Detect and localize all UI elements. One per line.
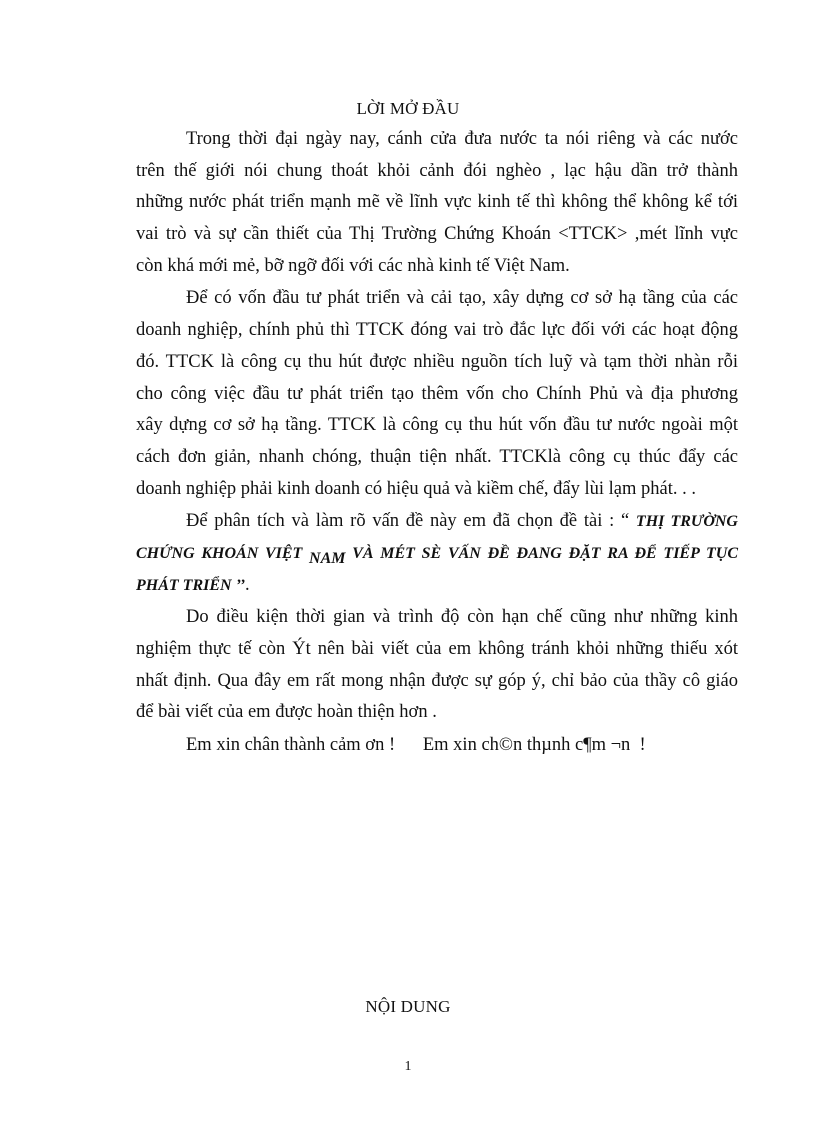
paragraph-4-line-2: nghiệm thực tế còn Ýt nên bài viết của em không tránh khỏi những thiếu xót xyxy=(136,639,738,659)
paragraph-3-line-1 xyxy=(186,509,738,534)
paragraph-1-line-4: vai trò và sự cần thiết của Thị Trường Chứng Khoán <TTCK> ,mét lĩnh vực xyxy=(136,224,738,244)
paragraph-1-line-1: Trong thời đại ngày nay, cánh cửa đưa nước ta nói riêng và các nước xyxy=(186,129,738,149)
paragraph-1-line-2: trên thế giới nói chung thoát khỏi cảnh đói nghèo , lạc hậu dần trở thành xyxy=(136,161,738,181)
paragraph-2-line-6: cách đơn giản, nhanh chóng, thuận tiện nhất. TTCKlà công cụ thúc đẩy các xyxy=(136,447,738,467)
paragraph-2-line-3: đó. TTCK là công cụ thu hút được nhiều nguồn tích luỹ và tạm thời nhàn rỗi xyxy=(136,352,738,372)
paragraph-4-line-4: để bài viết của em được hoàn thiện hơn . xyxy=(136,702,437,722)
topic-title-part-2b: VÀ MÉT SÈ VẤN ĐỀ ĐANG ĐẶT RA ĐỂ TIẾP TỤC xyxy=(345,545,738,562)
paragraph-2-line-1: Để có vốn đầu tư phát triển và cải tạo, xây dựng cơ sở hạ tầng của các xyxy=(186,288,738,308)
topic-title-part-3: PHÁT TRIỂN ’’ xyxy=(136,577,246,594)
topic-end: . xyxy=(245,575,250,595)
topic-intro: Để phân tích và làm rõ vấn đề này em đã chọn đề tài : “ xyxy=(186,511,636,531)
closing-line: Em xin chân thành cảm ơn ! Em xin ch©n thµnh c¶m ¬n ! xyxy=(186,735,646,755)
topic-title-subscript: NAM xyxy=(309,550,346,567)
topic-title-part-2a: CHỨNG KHOÁN VIỆT xyxy=(136,545,310,562)
paragraph-1-line-5: còn khá mới mẻ, bỡ ngỡ đối với các nhà kinh tế Việt Nam. xyxy=(136,256,570,276)
paragraph-3-line-2 xyxy=(136,541,738,571)
paragraph-2-line-5: xây dựng cơ sở hạ tầng. TTCK là công cụ thu hút vốn đầu tư nước ngoài một xyxy=(136,415,738,435)
page-title: LỜI MỞ ĐẦU xyxy=(356,99,460,118)
paragraph-2-line-4: cho công việc đầu tư phát triển tạo thêm vốn cho Chính Phủ và địa phương xyxy=(136,384,738,404)
page-number: 1 xyxy=(404,1059,412,1074)
paragraph-1-line-3: những nước phát triển mạnh mẽ về lĩnh vực kinh tế thì không thể không kể tới xyxy=(136,192,738,212)
paragraph-3-line-3 xyxy=(136,573,738,598)
paragraph-2-line-7: doanh nghiệp phải kinh doanh có hiệu quả và kiềm chế, đẩy lùi lạm phát. . . xyxy=(136,479,696,499)
paragraph-4-line-3: nhất định. Qua đây em rất mong nhận được sự góp ý, chỉ bảo của thầy cô giáo xyxy=(136,671,738,691)
section-heading: NỘI DUNG xyxy=(365,997,451,1016)
paragraph-2-line-2: doanh nghiệp, chính phủ thì TTCK đóng vai trò đắc lực đối với các hoạt động xyxy=(136,320,738,340)
paragraph-4-line-1: Do điều kiện thời gian và trình độ còn hạn chế cũng như những kinh xyxy=(186,607,738,627)
topic-title-part-1: THỊ TRƯỜNG xyxy=(635,513,738,530)
